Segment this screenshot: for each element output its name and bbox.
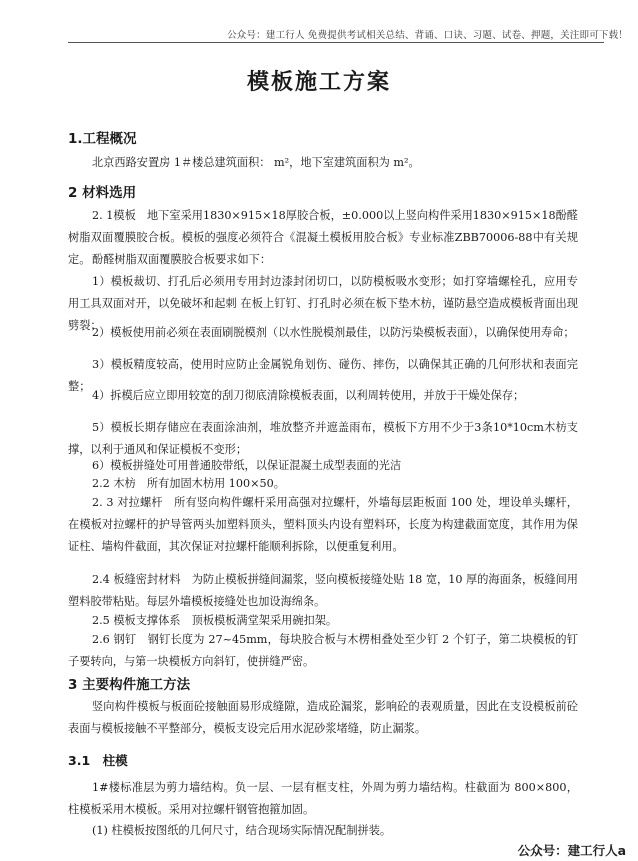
req-item-2: 2）模板使用前必须在表面刷脱模剂（以水性脱模剂最佳，以防污染模板表面），以确保使用寿命； <box>92 326 575 339</box>
section-2-heading: 2 材料选用 <box>68 185 137 201</box>
section-1-text: 北京西路安置房 1＃楼总建筑面积： m²，地下室建筑面积为 m²。 <box>92 156 420 169</box>
para-2-2: 2.2 木枋 所有加固木枋用 100×50。 <box>92 477 285 490</box>
header-note: 公众号：建工行人 免费提供考试相关总结、背诵、口诀、习题、试卷、押题，关注即可下载！ <box>227 30 628 41</box>
section-3-1-heading: 3.1 柱模 <box>68 753 128 768</box>
para-2-1: 2. 1模板 地下室采用1830×915×18厚胶合板，±0.000以上竖向构件采用1830×915×18酚醛树脂双面覆膜胶合板。模板的强度必须符合《混凝土模板用胶合板》专业标准ZBB70006-88中有关规定。 <box>68 209 578 266</box>
para-3-1-item-1: (1) 柱模板按图纸的几何尺寸，结合现场实际情况配制拼装。 <box>92 824 392 837</box>
req-item-3: 3）模板精度较高，使用时应防止金属锐角划伤、碰伤、摔伤，以确保其正确的几何形状和表面完整； <box>68 358 578 393</box>
watermark: 公众号：建工行人a <box>517 843 626 858</box>
header-divider <box>68 42 604 43</box>
req-item-4: 4）拆模后应立即用较宽的刮刀彻底清除模板表面，以利周转使用，并放于干燥处保存； <box>92 389 525 402</box>
section-1-heading: 1.工程概况 <box>68 131 137 147</box>
req-item-6: 6）模板拼缝处可用普通胶带纸，以保证混凝土成型表面的光洁 <box>92 459 402 472</box>
para-2-6: 2.6 钢钉 钢钉长度为 27~45mm，每块胶合板与木楞相叠处至少钉 2 个钉子，第二块模板的钉子要转向，与第一块模板方向斜钉，使拼缝严密。 <box>68 633 578 668</box>
document-title: 模板施工方案 <box>246 69 391 95</box>
para-3-1-intro: 1#楼标准层为剪力墙结构。负一层、一层有框支柱，外周为剪力墙结构。柱截面为 800×800，柱模板采用木模板。采用对拉螺杆钢管抱箍加固。 <box>68 781 578 816</box>
para-2-5: 2.5 模板支撑体系 顶板模板满堂架采用碗扣架。 <box>92 614 338 627</box>
section-3-text: 竖向构件模板与板面砼接触面易形成缝隙，造成砼漏浆，影响砼的表观质量，因此在支设模板前砼表面与模板接触不平整部分，模板支设完后用水泥砂浆堵缝，防止漏浆。 <box>68 700 578 735</box>
req-item-1: 1）模板裁切、打孔后必须用专用封边漆封闭切口，以防模板吸水变形；如打穿墙螺栓孔，应用专用工具双面对开，以免破坏和起刺 在板上钉钉、打孔时必须在板下垫木枋，谨防悬空造成模板背面出现劈裂； <box>68 275 578 332</box>
para-2-4: 2.4 板缝密封材料 为防止模板拼缝间漏浆，竖向模板接缝处贴 18 宽，10 厚的海面条，板缝间用塑料胶带粘贴。每层外墙模板接缝处也加设海绵条。 <box>68 573 578 608</box>
req-item-5: 5）模板长期存储应在表面涂油剂，堆放整齐并遮盖雨布，模板下方用不少于3条10*10cm木枋支撑，以利于通风和保证模板不变形； <box>68 421 578 456</box>
section-3-heading: 3 主要构件施工方法 <box>68 677 191 693</box>
para-2-1-requirements: 酚醛树脂双面覆膜胶合板要求如下： <box>92 253 272 266</box>
para-2-3: 2. 3 对拉螺杆 所有竖向构件螺杆采用高强对拉螺杆，外墙每层距板面 100 处，埋设单头螺杆，在模板对拉螺杆的护导管两头加塑料顶头，塑料顶头内设有塑料环，长度为构建截面宽度，其作用为保证柱、墙构件截面，其次保证对拉螺杆能顺利拆除，以便重复利用。 <box>68 496 578 553</box>
